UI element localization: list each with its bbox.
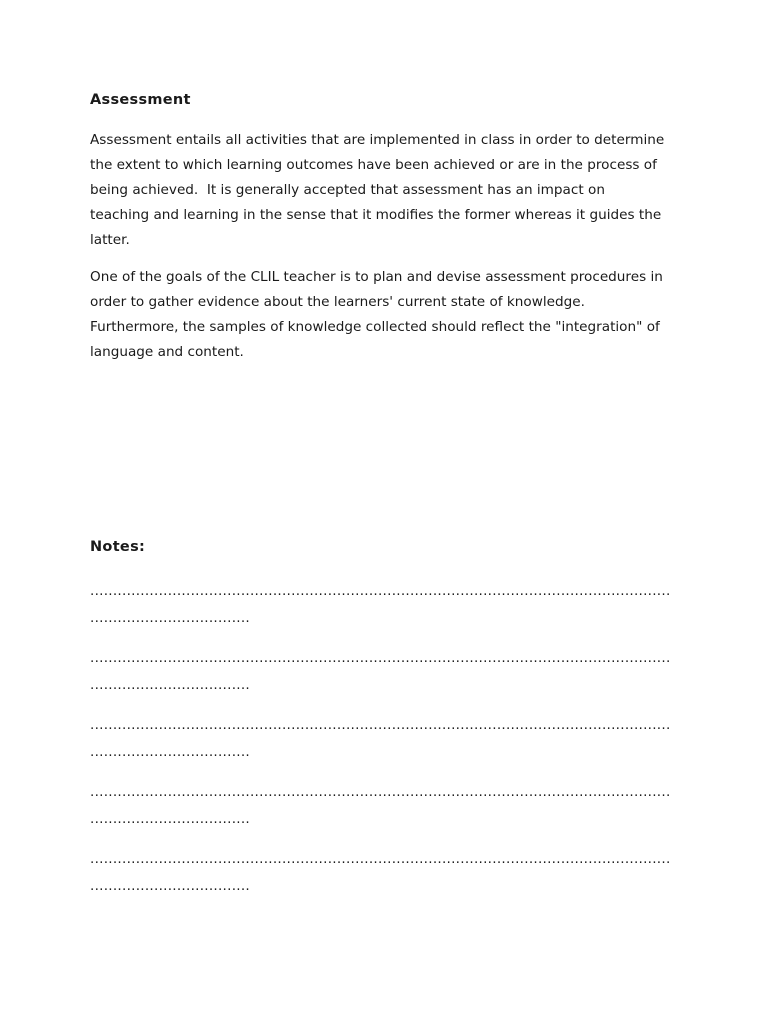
note-dots-long: ............................................................................................................................... <box>90 650 671 666</box>
paragraph-line: language and content. <box>90 344 244 360</box>
note-line[interactable] <box>90 645 680 699</box>
paragraph-line: One of the goals of the CLIL teacher is to plan and devise assessment procedures in <box>90 269 663 285</box>
note-dots-short: ................................... <box>90 677 250 693</box>
note-line[interactable] <box>90 578 680 632</box>
note-dots-short: ................................... <box>90 610 250 626</box>
note-line[interactable] <box>90 846 680 900</box>
note-dots-long: ............................................................................................................................... <box>90 851 671 867</box>
note-dots-long: ............................................................................................................................... <box>90 717 671 733</box>
note-dots-long: ............................................................................................................................... <box>90 784 671 800</box>
paragraph-line: latter. <box>90 232 130 248</box>
paragraph-line: the extent to which learning outcomes have been achieved or are in the process of <box>90 157 657 173</box>
paragraph-line: order to gather evidence about the learners' current state of knowledge. <box>90 294 585 310</box>
note-line[interactable] <box>90 779 680 833</box>
paragraph-line: being achieved. It is generally accepted that assessment has an impact on <box>90 182 605 198</box>
note-dots-short: ................................... <box>90 744 250 760</box>
paragraph-line: teaching and learning in the sense that it modifies the former whereas it guides the <box>90 207 662 223</box>
note-dots-short: ................................... <box>90 811 250 827</box>
section-heading: Assessment <box>90 92 191 108</box>
paragraph-line: Assessment entails all activities that are implemented in class in order to determine <box>90 132 665 148</box>
note-dots-long: ............................................................................................................................... <box>90 583 671 599</box>
note-line[interactable] <box>90 712 680 766</box>
paragraph-line: Furthermore, the samples of knowledge collected should reflect the "integration" of <box>90 319 660 335</box>
paragraph <box>90 265 663 365</box>
notes-heading: Notes: <box>90 539 146 555</box>
paragraph <box>90 128 664 253</box>
note-dots-short: ................................... <box>90 878 250 894</box>
